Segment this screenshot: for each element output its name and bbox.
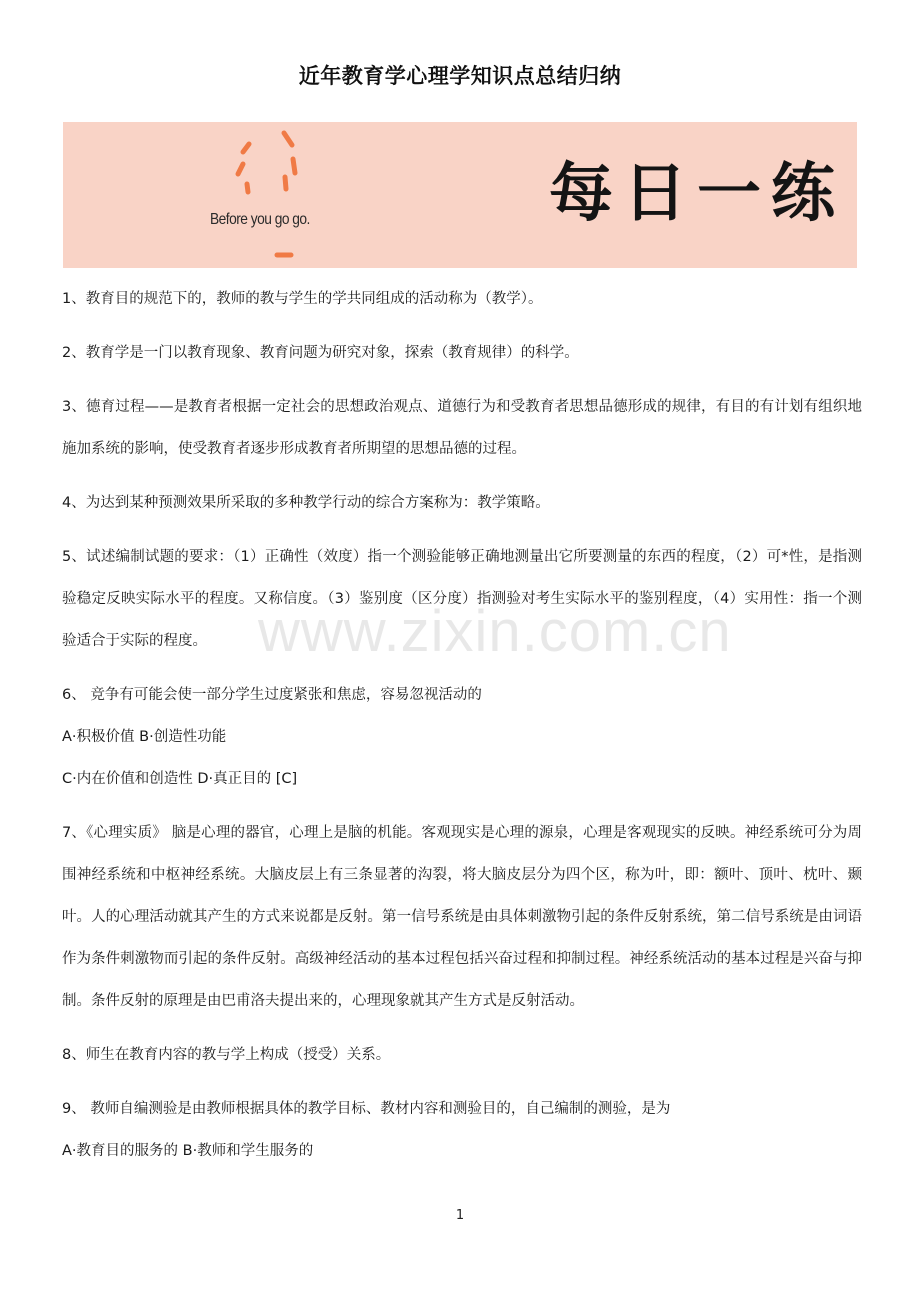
paragraph-7: 7、《心理实质》 脑是心理的器官，心理上是脑的机能。客观现实是心理的源泉，心理是客观现实的反映。神经系统可分为周围神经系统和中枢神经系统。大脑皮层上有三条显著的沟裂，将大脑皮层分为四个区，称为叶，即：额叶、顶叶、枕叶、颞叶。人的心理活动就其产生的方式来说都是反射。第一信号系统是由具体刺激物引起的条件反射系统，第二信号系统是由词语作为条件刺激物而引起的条件反射。高级神经活动的基本过程包括兴奋过程和抑制过程。神经系统活动的基本过程是兴奋与抑制。条件反射的原理是由巴甫洛夫提出来的，心理现象就其产生方式是反射活动。 (62, 825, 862, 1009)
question-9-stem: 9、 教师自编测验是由教师根据具体的教学目标、教材内容和测验目的，自己编制的测验，是为 (62, 1101, 671, 1117)
question-6-options-ab: A·积极价值 B·创造性功能 (62, 729, 227, 745)
banner-image (63, 122, 857, 268)
page-number: 1 (455, 1208, 465, 1223)
banner-tagline: Before you go go. (210, 211, 310, 228)
paragraph-2: 2、教育学是一门以教育现象、教育问题为研究对象，探索（教育规律）的科学。 (62, 345, 579, 361)
document-body (62, 278, 862, 1172)
paragraph-8: 8、师生在教育内容的教与学上构成（授受）关系。 (62, 1047, 391, 1063)
question-6-stem: 6、 竞争有可能会使一部分学生过度紧张和焦虑，容易忽视活动的 (62, 687, 482, 703)
document-title: 近年教育学心理学知识点总结归纳 (298, 64, 622, 88)
paragraph-3: 3、德育过程——是教育者根据一定社会的思想政治观点、道德行为和受教育者思想品德形成的规律，有目的有计划有组织地施加系统的影响，使受教育者逐步形成教育者所期望的思想品德的过程。 (62, 399, 862, 457)
paragraph-5: 5、试述编制试题的要求：（1）正确性（效度）指一个测验能够正确地测量出它所要测量的东西的程度，（2）可*性，是指测验稳定反映实际水平的程度。又称信度。（3）鉴别度（区分度）指测验对考生实际水平的鉴别程度，（4）实用性：指一个测验适合于实际的程度。 (62, 549, 862, 649)
question-6-options-cd: C·内在价值和创造性 D·真正目的 [C] (62, 771, 298, 787)
paragraph-1: 1、教育目的规范下的，教师的教与学生的学共同组成的活动称为（教学）。 (62, 291, 543, 307)
banner-slogan: 每日一练 (549, 157, 845, 231)
paragraph-4: 4、为达到某种预测效果所采取的多种教学行动的综合方案称为：教学策略。 (62, 495, 550, 511)
question-9-options-ab: A·教育目的服务的 B·教师和学生服务的 (62, 1143, 314, 1159)
watermark: www.zixin.com.cn (258, 599, 732, 664)
